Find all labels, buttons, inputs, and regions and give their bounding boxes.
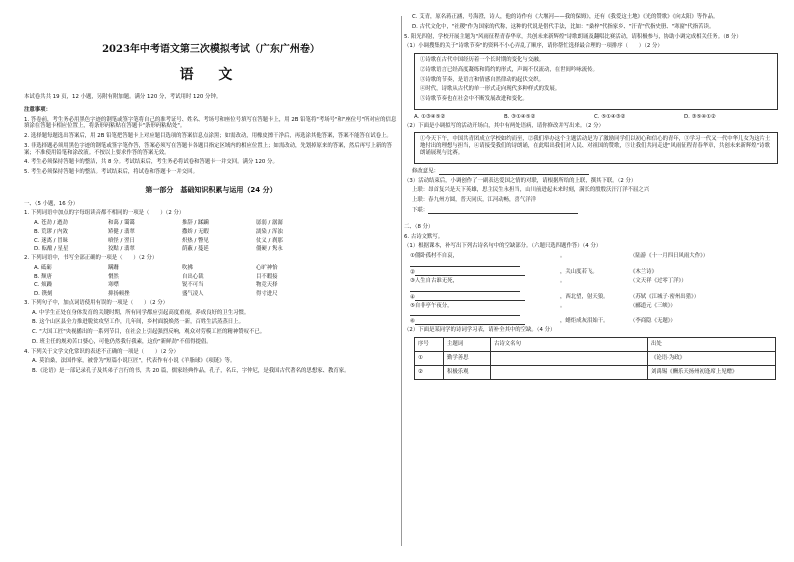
q1-row-c <box>24 238 398 245</box>
poem-4-a: ④ <box>410 293 415 300</box>
q2-b-2: 惘然 <box>108 273 119 280</box>
q5-couplet-c-row <box>404 207 778 214</box>
table-row <box>415 366 776 380</box>
q1-c-2: 嗔怪 / 翌日 <box>108 237 135 244</box>
q5-couplet-c-label: 下联： <box>412 207 429 213</box>
q2-b-4: 目不暇接 <box>256 273 278 280</box>
poem-2-a: ② <box>410 269 415 275</box>
study-table <box>414 337 776 380</box>
poem-row-5 <box>404 303 778 317</box>
exam-intro: 本试卷共共 19 页，12 小题，另附有附加题。满分 120 分，考试用时 120 分钟。 <box>24 94 222 100</box>
q5-option-c: C. ⑤①④③② <box>594 113 626 120</box>
table-cell-theme: 积极乐观 <box>444 366 491 380</box>
poem-4-b: ，西北望，射天狼。 <box>560 293 609 300</box>
q4-option-a: A. 莫泊桑，法国作家，被誉为"短篇小说巨匠"，代表作有小说《羊脂球》《项链》等。 <box>32 358 236 365</box>
poem-6-b: ，蜡炬成灰泪始干。 <box>560 318 609 325</box>
poem-6-source: （李商隐《无题》） <box>630 318 676 325</box>
q5-revise-row <box>404 168 778 175</box>
poem-5-a: ⑤自非亭午夜分， <box>410 302 453 309</box>
q4-stem: 4. 下列关于文学文化常识的表述不正确的一项是（ ）（2 分） <box>24 348 179 355</box>
poem-3-a: ③人生自古谁无死， <box>410 277 458 284</box>
q6-stem: 6. 古诗文默写。 <box>404 233 444 240</box>
q3-option-c: C. "大国工匠"央视播出的一系列节目，在社会上引起强烈反响，观众对劳模工匠的精神赞叹不已。 <box>32 329 266 335</box>
q1-row-a <box>24 220 398 227</box>
q1-b-3: 撒娇 / 无暇 <box>182 228 209 235</box>
q5-couplet-b: 上联：春九州方圆，普天同庆，江河动畅，喜气洋洋 <box>412 197 536 203</box>
q2-c-1: C. 烦躁 <box>34 282 52 289</box>
poem-4-blank[interactable] <box>415 294 525 301</box>
table-cell-quote-blank[interactable] <box>491 352 648 366</box>
poem-3-blank[interactable] <box>410 285 520 292</box>
q2-b-1: B. 颓唐 <box>34 273 52 280</box>
table-head-no: 序号 <box>415 338 444 352</box>
poem-row-3 <box>404 278 778 292</box>
q1-stem: 1. 下列词语中加点的字每组读音都不相同的一项是（ ）（2 分） <box>24 210 185 217</box>
q5-material-2: ②诗歌语言已经高度凝练和简约的形式，声调不仅流动，在世间吟咏流传。 <box>420 66 598 73</box>
note-3: 3. 非选择题必须用黑色字迹的钢笔或签字笔作答，答案必须写在答题卡各题目指定区域内的相应位置上；如需改动，先划掉原来的答案，然后再写上新的答案；不准使用铅笔和涂改液。不按以上要求作答的答案无效。 <box>24 142 393 156</box>
table-header-row <box>415 338 776 352</box>
poem-row-1 <box>404 253 778 267</box>
note-4: 4. 考生必须保持答题卡的整洁，共 8 分。考试结束后，考生务必将试卷和答题卡一并交回。满分 120 分。 <box>24 159 278 166</box>
q1-d-1: D. 酝酿 / 星星 <box>34 246 69 253</box>
note-2: 2. 选择题每题选出答案后，用 2B 铅笔把答题卡上对应题目选项的答案信息点涂黑；如需改动，用橡皮擦干净后，再选涂其他答案，答案不能答在试卷上。 <box>24 133 392 139</box>
table-cell-source: 刘禹锡《酬乐天扬州初逢席上见赠》 <box>648 366 776 380</box>
q1-d-4: 僵硬 / 隽永 <box>256 246 283 253</box>
q1-a-3: 推辞 / 蹂躏 <box>182 220 209 226</box>
q2-d-1: D. 镌刻 <box>34 291 53 297</box>
q2-a-1: A. 砥砺 <box>34 264 52 271</box>
q6-sub2: （2）下面是某同学的诗词学习表，请补全其中的空缺。（4 分） <box>404 327 556 334</box>
table-cell-no: ② <box>415 366 444 380</box>
q4-option-b: B.《论语》是一部记录孔子及其弟子言行的书，共 20 篇，儒家经典作品，孔子，名丘，字仲尼，是我国古代著名的思想家、教育家。 <box>32 368 350 374</box>
part2-group: 二、（8 分） <box>404 223 434 230</box>
note-1: 1. 答卷前，考生务必用黑色字迹的钢笔或签字笔将自己的准考证号、姓名、考场号和座位号填写在答题卡上，用 2B 铅笔将"考场号"和"座位号"所对应的信息填涂在答题卡相应位置上，将条形码粘贴在答题卡"条形码粘贴处"。 <box>24 116 397 130</box>
poem-4-source: （苏轼《江城子·密州出猎》） <box>630 293 700 300</box>
q1-d-2: 狡黠 / 翡翠 <box>108 246 135 253</box>
poem-1-blank[interactable] <box>410 260 520 267</box>
poem-5-source: （郦道元《三峡》） <box>630 302 676 309</box>
q1-a-2: 和蔼 / 霭霭 <box>108 220 135 226</box>
poem-5-blank[interactable] <box>410 309 520 316</box>
q4-option-d: D. 古代文化中，"社稷"作为国家的代称，这种的代说是借代手法，比如："桑梓"代指家乡、"汗青"代指史册、"寒窗"代指苦读。 <box>412 23 715 30</box>
q2-c-4: 物竞天择 <box>256 282 278 289</box>
table-row <box>415 352 776 366</box>
q5-couplet-a: 上联：昂首复兴是天下英雄，思主民生永担当，山川前进起未来时刻，满长的殷殷沃汗汀洋不屈之兴 <box>412 187 650 194</box>
q5-option-d: D. ③⑤④①② <box>684 113 716 120</box>
table-head-source: 出处 <box>648 338 776 352</box>
q2-row-c <box>24 282 398 289</box>
q2-d-3: 盛气凌人 <box>182 291 204 297</box>
q1-c-3: 炽热 / 瞥见 <box>182 237 209 244</box>
poem-6-blank[interactable] <box>415 318 525 325</box>
poem-1-a: ①僵卧孤村不自哀， <box>410 253 458 259</box>
q5-material-3: ③诗歌的节奏，是语言和情感自然律动的起伏交织。 <box>420 76 544 83</box>
q5-option-a: A. ①③④⑤② <box>414 113 446 120</box>
q5-revise-label: 修改意见： <box>412 167 439 174</box>
poem-2-source: 《木兰诗》 <box>630 268 657 275</box>
q2-a-3: 吹拂 <box>182 264 193 271</box>
notes-title: 注意事项： <box>24 106 51 113</box>
q1-a-1: A. 苍劲 / 遒劲 <box>34 220 68 226</box>
q5-sub1: （1）小调搜集的关于"诗歌节奏"的资料不小心弄乱了顺序，请你帮忙选择最合理的一项排序（ ）（2 分） <box>404 43 663 50</box>
table-head-theme: 主题词 <box>444 338 491 352</box>
left-column <box>24 14 398 378</box>
q5-couplet-line[interactable] <box>428 207 578 214</box>
q5-material-1: ①诗歌在古代中国经历着一个长时期的变化与交融。 <box>420 57 544 63</box>
part1-group: 一、（5 小题，16 分） <box>24 200 79 207</box>
q5-opening-text: ①今天下午，中国共青团成立学校如约而至，②我们举办这个主题活动是为了激励同学们以初心和信心的青年，③学习一代又一代中华儿女为这片土地付出的理想与担当，④请接受我们的诗朗诵，在此唱出我们对人民、对祖国的赞歌，⑤让我们共同走进"风雨征程青春华章，共创未来新辉煌"诗歌朗诵展现与比赛。 <box>420 136 771 156</box>
q3-option-a: A. 中学生正处在身体发育的关键时期，所有同学都应引起高度重视，养成良好的卫生习惯。 <box>32 309 250 316</box>
q2-a-4: 心旷神怡 <box>256 264 278 271</box>
q1-b-4: 濡染 / 浑浊 <box>256 228 283 235</box>
q5-material-4: ④时代，诗歌从古代的单一形式走向现代多种样式的发展。 <box>420 86 561 93</box>
q1-c-4: 仗义 / 刹那 <box>256 237 283 244</box>
q3-option-b: B. 这个山区县全力推进脱贫攻坚工作，几年间，乡村面貌焕然一新，百姓生活蒸蒸日上。 <box>32 319 244 326</box>
note-5: 5. 考生必须保持答题卡的整洁。考试结束后，将试卷和答题卡一并交回。 <box>24 169 198 175</box>
q5-sub3: （3）活动结束后，小调创作了一副表达爱国之情的对联，请根据所给的上联，撰其下联。（2 分） <box>404 177 637 184</box>
column-divider <box>401 16 402 546</box>
table-cell-source: 《论语·为政》 <box>648 352 776 366</box>
q5-material-5: ⑤诗歌节奏也在社会中不断发展改进和变化。 <box>420 96 528 102</box>
q2-c-3: 锐不可当 <box>182 282 204 289</box>
q5-opening-box <box>414 132 778 163</box>
poem-3-b: 。 <box>560 277 566 284</box>
q1-c-1: C. 迷离 / 冒昧 <box>34 237 68 244</box>
q2-d-2: 抑扬顿挫 <box>108 291 130 297</box>
q2-a-2: 蹒跚 <box>108 264 119 271</box>
q5-revise-line[interactable] <box>439 168 589 175</box>
poem-row-4 <box>404 294 778 301</box>
q2-row-d <box>24 291 398 298</box>
subject-title: 语 文 <box>179 66 243 83</box>
poem-2-b: ，关山度若飞。 <box>560 268 598 275</box>
q1-d-3: 荫蔽 / 蔓延 <box>182 246 209 253</box>
table-cell-no: ① <box>415 352 444 366</box>
q2-row-b <box>24 274 398 281</box>
table-cell-theme: 勤学善思 <box>444 352 491 366</box>
poem-1-source: （陆游《十一月四日风雨大作》） <box>630 253 709 259</box>
poem-row-6 <box>404 318 778 325</box>
q1-row-d <box>24 246 398 253</box>
q1-b-1: B. 荒谬 / 内敛 <box>34 228 68 235</box>
exam-title: 2023年中考语文第三次模拟考试（广东广州卷） <box>102 44 320 55</box>
q2-b-3: 自出心裁 <box>182 273 204 280</box>
table-head-quote: 古诗文名句 <box>491 338 648 352</box>
poem-1-b: 。 <box>560 253 566 259</box>
poem-row-2 <box>404 269 778 276</box>
q5-stem: 5. 阳光四射，学校开展主题为"风雨征程青春华章，共创未来新辉煌"诗歌朗诵及翻唱比赛活动，请积极参与，协助小调完成相关任务。（8 分） <box>404 33 742 40</box>
q1-b-2: 矫健 / 翡翠 <box>108 228 135 235</box>
poem-3-source: （文天祥《过零丁洋》） <box>630 277 687 284</box>
q3-option-d: D. 班主任的规劝苦口婆心，可他仍然我行我素，这份"新鲜劲"不值得提倡。 <box>32 338 212 345</box>
table-cell-quote-blank[interactable] <box>491 366 648 380</box>
q6-sub1: （1）根据课本，补写出下列古诗名句中的空缺部分。（六题只选四题作答）（4 分） <box>404 243 602 250</box>
q5-sub2: （2）下面是小调拟写的活动开场白，其中有两处语病，请你修改并写出来。（2 分） <box>404 122 604 129</box>
q5-material-box <box>414 53 778 110</box>
poem-6-a: ⑥ <box>410 318 415 325</box>
q3-stem: 3. 下列句子中，加点词语使用有误的一项是（ ）（2 分） <box>24 299 169 306</box>
q2-c-2: 寒噤 <box>108 282 119 289</box>
part1-title: 第一部分 基础知识积累与运用（24 分） <box>145 185 277 194</box>
q2-row-a <box>24 265 398 272</box>
poem-2-blank[interactable] <box>415 269 525 276</box>
right-column <box>404 14 778 380</box>
q4-option-c: C. 艾青，原名蒋正涵，号海澄，诗人，他的诗作有《大堰河——我的保姆》，还有《我爱这土地》《光的赞歌》《向太阳》等作品。 <box>412 14 719 20</box>
q1-a-4: 孱弱 / 潺潺 <box>256 220 283 226</box>
q5-options <box>404 114 778 121</box>
q2-stem: 2. 下列词语中，书写全部正确的一项是（ ）（2 分） <box>24 255 158 261</box>
poem-5-b: 。 <box>560 302 566 309</box>
q1-row-b <box>24 229 398 236</box>
q5-option-b: B. ③①④⑤② <box>504 113 536 120</box>
q2-d-4: 得寸进尺 <box>256 291 278 297</box>
